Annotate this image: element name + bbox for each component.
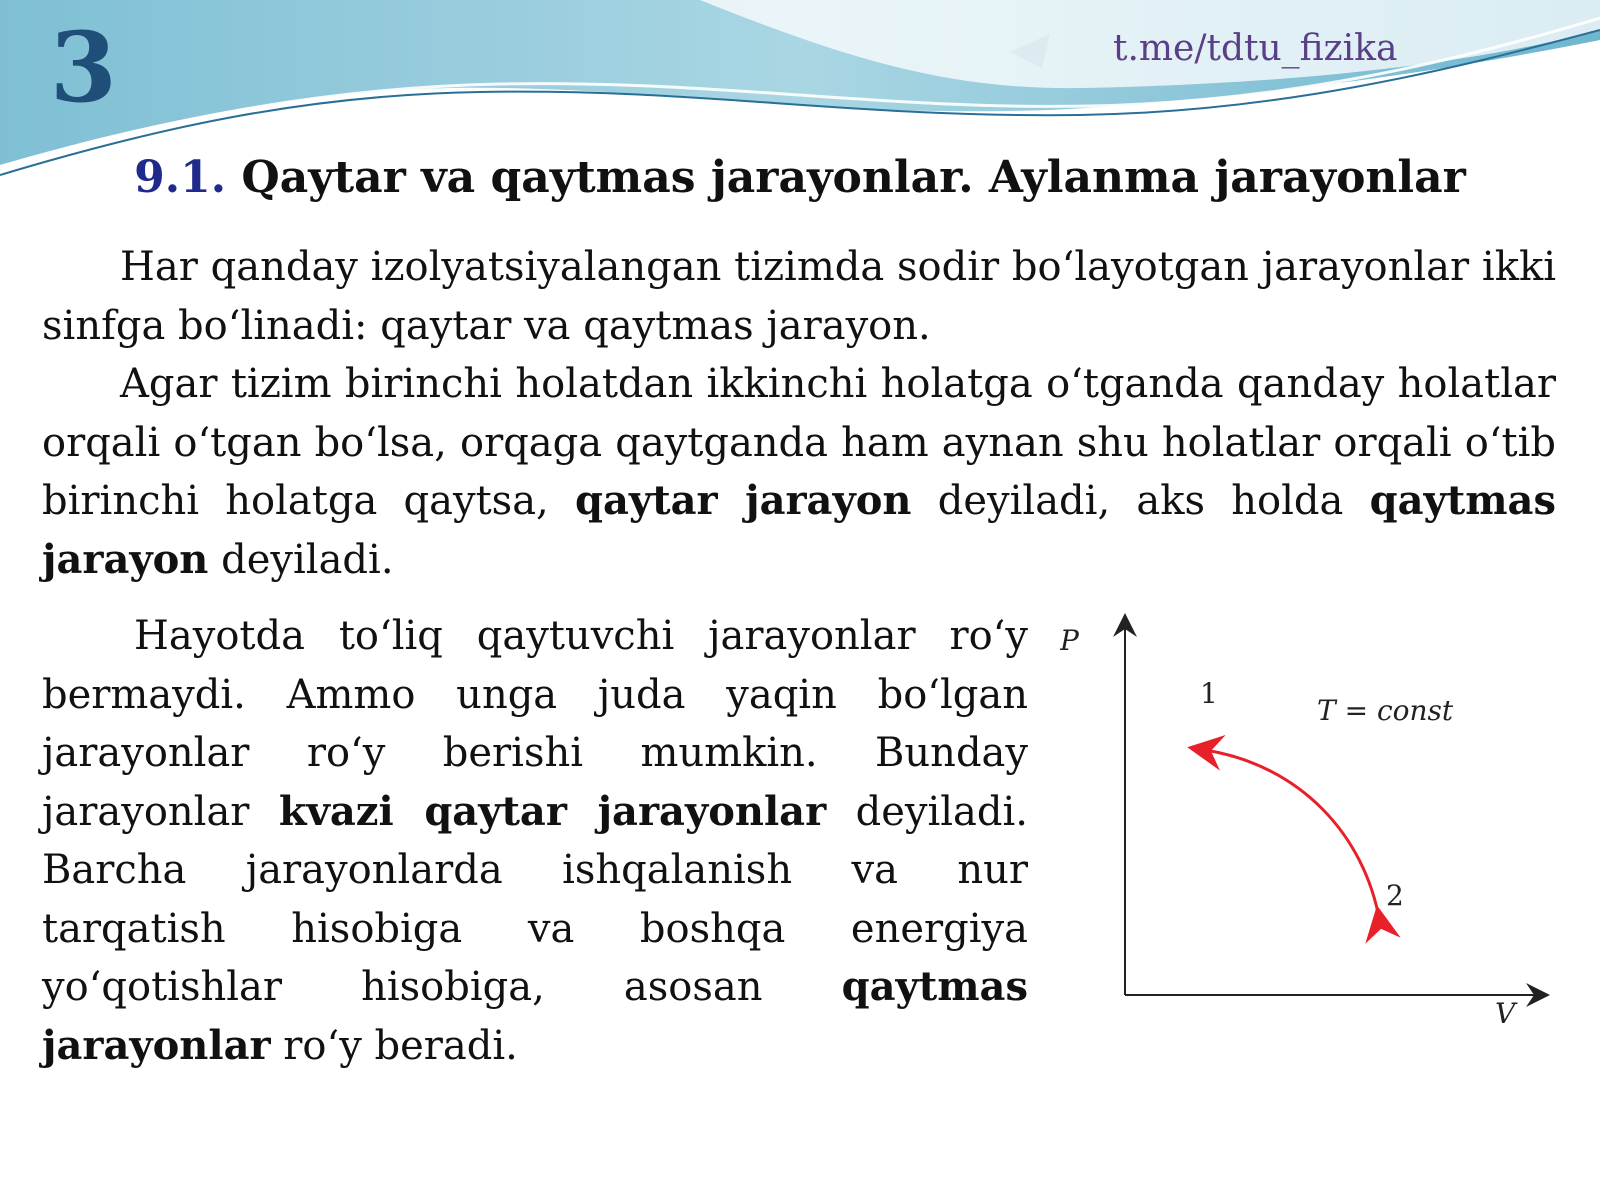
point-2-label: 2	[1386, 879, 1404, 912]
paragraph-2-part-1: Agar tizim birinchi holatdan ikkinchi holatga o‘tganda qanday holatlar orqali o‘tgan bo‘lsa, orqaga qaytganda ham aynan shu holatlar orqali o‘tib birinchi holatga qaytsa,	[42, 361, 1556, 524]
channel-link[interactable]: t.me/tdtu_fizika	[1113, 28, 1398, 69]
isotherm-curve	[1205, 750, 1380, 923]
p-axis-label: P	[1060, 624, 1079, 657]
paragraph-3-part-2: deyiladi. Barcha jarayonlarda ishqalanish va nur tarqatish hisobiga va boshqa energiya yo‘qotishlar hisobiga, asosan	[42, 788, 1029, 1010]
paragraph-3	[42, 607, 1028, 1075]
curve-label: T = const	[1317, 694, 1454, 727]
paragraph-2-part-2: deyiladi, aks holda	[911, 478, 1370, 524]
intro-text	[42, 238, 1556, 589]
section-number: 9.1.	[134, 152, 227, 203]
pv-diagram	[1060, 605, 1580, 1065]
paragraph-3-part-3: ro‘y beradi.	[270, 1022, 518, 1069]
paragraph-2-part-3: deyiladi.	[208, 536, 394, 583]
term-irreversible-process: qaytmas jarayon	[42, 477, 1556, 583]
paragraph-1: Har qanday izolyatsiyalangan tizimda sodir bo‘layotgan jarayonlar ikki sinfga bo‘linadi: qaytar va qaytmas jarayon.	[42, 244, 1556, 349]
v-axis-label: V	[1495, 997, 1516, 1030]
term-irreversible-processes: qaytmas jarayonlar	[42, 963, 1028, 1069]
page-title	[0, 152, 1600, 205]
term-reversible-process: qaytar jarayon	[575, 477, 912, 524]
paragraph-3-part-1: Hayotda to‘liq qaytuvchi jarayonlar ro‘y bermaydi. Ammo unga juda yaqin bo‘lgan jarayonlar ro‘y berishi mumkin. Bunday jarayonlar	[42, 613, 1028, 835]
point-1-label: 1	[1200, 677, 1218, 710]
paragraph-2	[42, 355, 1556, 589]
quasi-process-text	[42, 607, 1028, 1075]
slide-number: 3	[50, 11, 117, 124]
term-quasi-reversible: kvazi qaytar jarayonlar	[278, 787, 827, 835]
section-title: Qaytar va qaytmas jarayonlar. Aylanma jarayonlar	[241, 152, 1466, 203]
